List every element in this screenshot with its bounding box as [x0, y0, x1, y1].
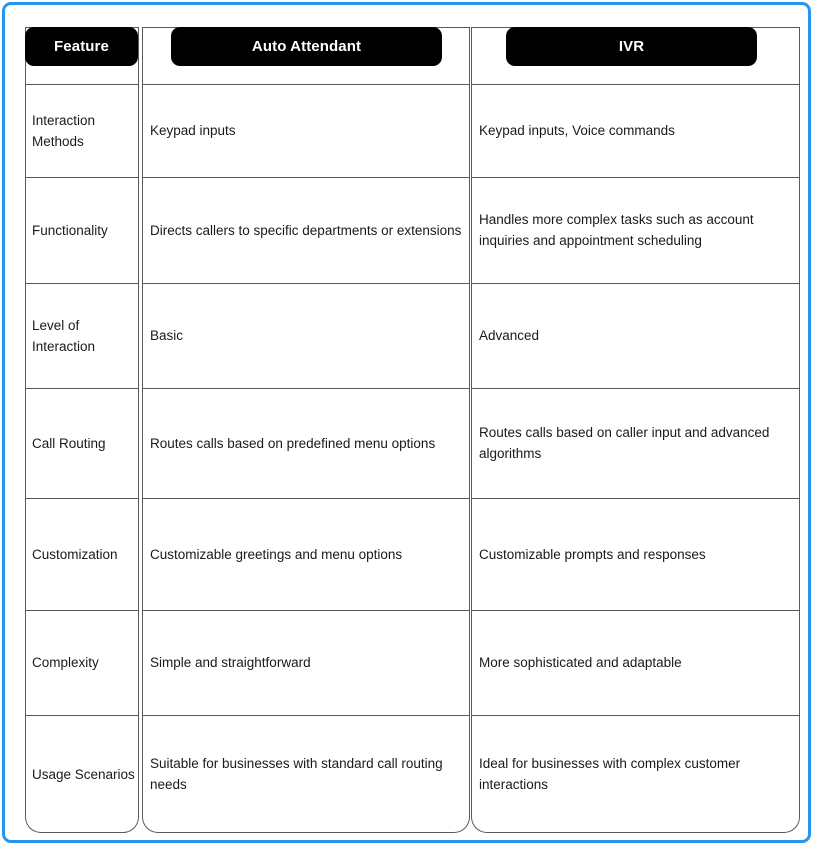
table-cell-auto-attendant — [150, 610, 462, 715]
table-cell-auto-attendant — [150, 84, 462, 177]
table-cell-auto-attendant — [150, 177, 462, 283]
table-cell-ivr — [479, 388, 791, 498]
table-column-ivr — [471, 27, 800, 833]
table-cell-text: Interaction Methods — [32, 112, 96, 149]
table-cell-feature — [32, 715, 136, 833]
table-cell-ivr — [479, 715, 791, 833]
table-cell-text: Call Routing — [32, 435, 106, 451]
table-cell-text: Ideal for businesses with complex customer interactions — [479, 756, 741, 792]
table-cell-auto-attendant — [150, 715, 462, 833]
table-cell-auto-attendant — [150, 283, 462, 388]
table-cell-text: Advanced — [479, 328, 540, 343]
column-header-ivr: IVR — [506, 27, 757, 66]
table-cell-text: Complexity — [32, 655, 99, 670]
table-cell-auto-attendant — [150, 388, 462, 498]
table-cell-auto-attendant — [150, 498, 462, 610]
table-cell-text: Keypad inputs — [150, 123, 236, 138]
table-cell-ivr — [479, 283, 791, 388]
table-cell-text: Basic — [150, 328, 184, 343]
table-column-feature — [25, 27, 139, 833]
table-cell-feature — [32, 498, 136, 610]
table-cell-ivr — [479, 84, 791, 177]
table-cell-text: Customizable prompts and responses — [479, 546, 706, 562]
table-cell-ivr — [479, 177, 791, 283]
table-cell-text: Simple and straightforward — [150, 655, 311, 670]
table-cell-text: Customizable greetings and menu options — [150, 546, 403, 562]
table-cell-text: Usage Scenarios — [32, 766, 135, 782]
comparison-table — [25, 27, 800, 833]
comparison-table-frame — [2, 2, 811, 843]
table-cell-text: Functionality — [32, 222, 108, 238]
table-cell-ivr — [479, 498, 791, 610]
table-cell-feature — [32, 177, 136, 283]
column-header-auto-attendant: Auto Attendant — [171, 27, 442, 66]
table-cell-text: Routes calls based on caller input and advanced algorithms — [479, 425, 770, 461]
table-cell-text: Directs callers to specific departments or extensions — [150, 222, 462, 238]
table-cell-text: Handles more complex tasks such as account inquiries and appointment scheduling — [479, 212, 754, 248]
table-column-auto-attendant — [142, 27, 470, 833]
table-cell-feature — [32, 388, 136, 498]
table-cell-ivr — [479, 610, 791, 715]
table-cell-text: Keypad inputs, Voice commands — [479, 123, 675, 138]
table-cell-feature — [32, 610, 136, 715]
table-cell-text: Suitable for businesses with standard call routing needs — [150, 756, 443, 792]
table-cell-text: Customization — [32, 546, 118, 562]
table-cell-text: Routes calls based on predefined menu options — [150, 435, 436, 451]
column-header-feature: Feature — [25, 27, 138, 66]
table-cell-feature — [32, 84, 136, 177]
table-cell-text: More sophisticated and adaptable — [479, 655, 682, 670]
table-cell-text: Level of Interaction — [32, 317, 96, 354]
table-cell-feature — [32, 283, 136, 388]
